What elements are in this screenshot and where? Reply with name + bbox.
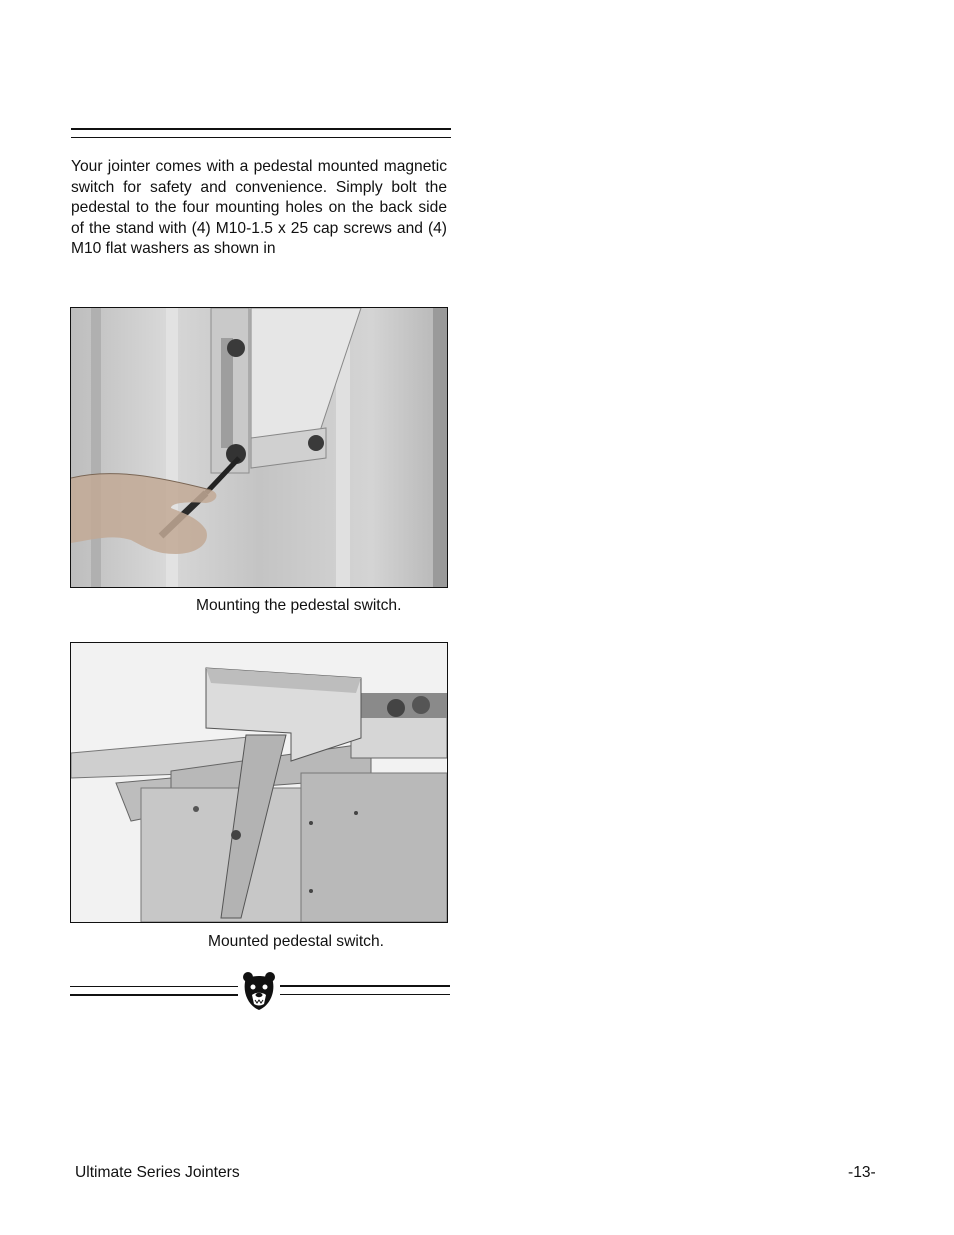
divider-line-left-thick bbox=[70, 994, 238, 996]
bear-head-icon bbox=[241, 970, 277, 1012]
rule-thick-line bbox=[71, 128, 451, 130]
rule-thin-line bbox=[71, 137, 451, 138]
divider-line-right-thick bbox=[280, 985, 450, 987]
section-rule-top bbox=[71, 128, 451, 139]
figure-2-caption: Mounted pedestal switch. bbox=[208, 933, 384, 950]
page-number: -13- bbox=[848, 1164, 876, 1181]
figure-mounting-pedestal-photo bbox=[70, 307, 448, 588]
figure-mounted-switch-photo bbox=[70, 642, 448, 923]
body-paragraph: Your jointer comes with a pedestal mounted magnetic switch for safety and convenience. Simply bolt the pedestal to the four mounting holes on the back side of the stand with (4) M10-1.5 x 25 cap screws and (4) M10 flat washers as shown in bbox=[71, 158, 447, 258]
footer-title: Ultimate Series Jointers bbox=[75, 1164, 240, 1181]
divider-line-right-thin bbox=[280, 994, 450, 995]
divider-line-left-thin bbox=[70, 986, 238, 987]
section-divider bbox=[70, 970, 450, 1012]
figure-1-caption: Mounting the pedestal switch. bbox=[196, 597, 402, 614]
